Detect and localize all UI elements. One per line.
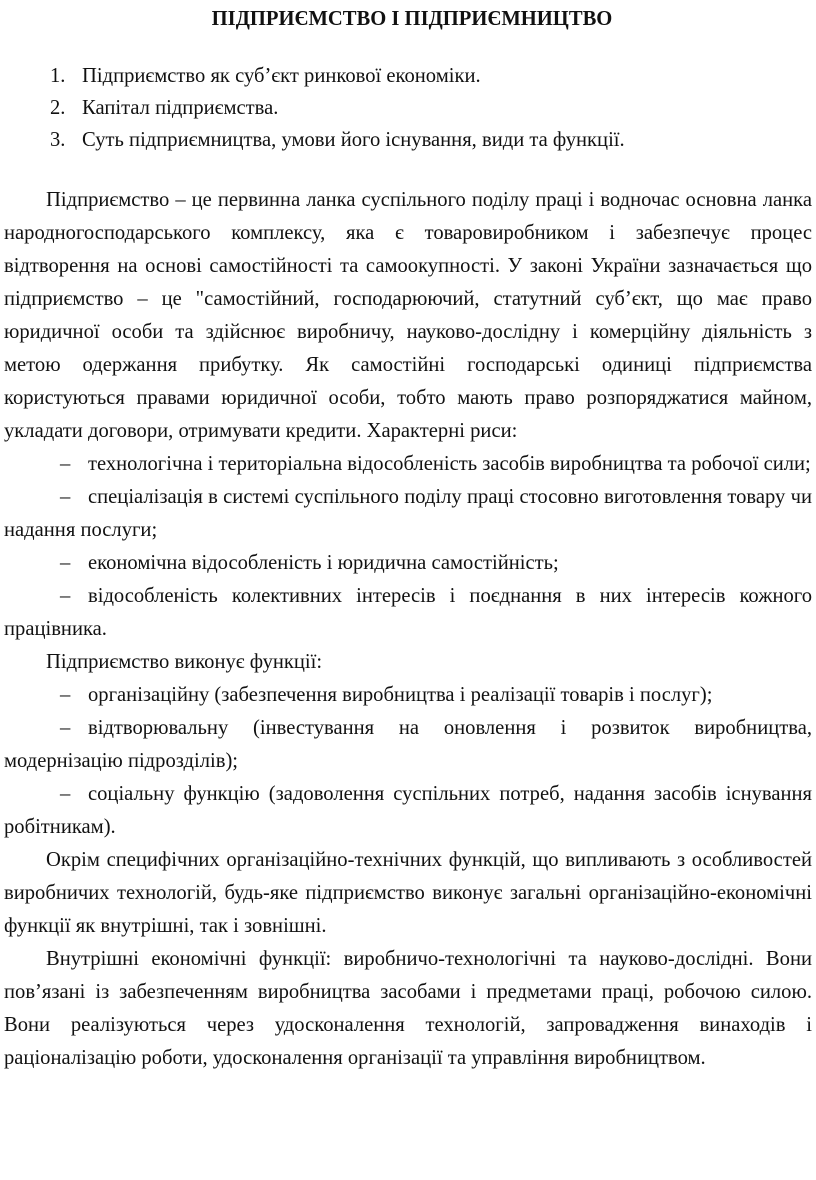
function-text: організаційну (забезпечення виробництва і реалізації товарів і послуг);	[88, 684, 713, 706]
dash-bullet: –	[60, 717, 71, 739]
feature-list-item	[4, 580, 812, 646]
feature-list-item	[4, 448, 812, 481]
dash-bullet: –	[60, 783, 71, 805]
paragraph-functions-intro: Підприємство виконує функції:	[46, 651, 323, 673]
table-of-contents	[4, 60, 812, 156]
feature-list-item	[4, 481, 812, 547]
paragraph-specific-functions: Окрім специфічних організаційно-технічних функцій, що випливають з особливостей виробничих технологій, будь-яке підприємство виконує загальні організаційно-економічні функції як внутрішні, так і зовнішні.	[4, 849, 812, 937]
feature-text: технологічна і територіальна відособленість засобів виробництва та робочої сили;	[88, 453, 811, 475]
toc-text: Підприємство як суб’єкт ринкової економіки.	[82, 65, 481, 87]
dash-bullet: –	[60, 486, 71, 508]
function-text: соціальну функцію (задоволення суспільних потреб, надання засобів існування робітникам).	[4, 783, 812, 838]
paragraph-internal-functions: Внутрішні економічні функції: виробничо-технологічні та науково-дослідні. Вони пов’язані із забезпеченням виробництва засобами і предметами праці, робочою силою. Вони реалізуються через удосконалення технологій, запровадження винаходів і раціоналізацію роботи, удосконалення організації та управління виробництвом.	[4, 948, 812, 1069]
function-list-item	[4, 778, 812, 844]
document-title: ПІДПРИЄМСТВО І ПІДПРИЄМНИЦТВО	[211, 8, 613, 30]
toc-number: 1.	[50, 65, 66, 87]
dash-bullet: –	[60, 684, 71, 706]
function-list-item	[4, 712, 812, 778]
dash-bullet: –	[60, 552, 71, 574]
function-list-item	[4, 679, 812, 712]
toc-text: Капітал підприємства.	[82, 97, 279, 119]
toc-item	[4, 92, 812, 124]
paragraph-intro: Підприємство – це первинна ланка суспільного поділу праці і водночас основна ланка народногосподарського комплексу, яка є товаровиробником і забезпечує процес відтворення на основі самостійності та самоокупності. У законі України зазначається що підприємство – це "самостійний, господарюючий, статутний суб’єкт, що має право юридичної особи та здійснює виробничу, науково-дослідну і комерційну діяльність з метою одержання прибутку. Як самостійні господарські одиниці підприємства користуються правами юридичної особи, тобто мають право розпоряджатися майном, укладати договори, отримувати кредити. Характерні риси:	[4, 189, 812, 442]
document-body	[4, 184, 812, 1075]
feature-text: відособленість колективних інтересів і поєднання в них інтересів кожного працівника.	[4, 585, 812, 640]
feature-list-item	[4, 547, 812, 580]
dash-bullet: –	[60, 585, 71, 607]
feature-text: економічна відособленість і юридична самостійність;	[88, 552, 559, 574]
function-text: відтворювальну (інвестування на оновлення і розвиток виробництва, модернізацію підрозділів);	[4, 717, 812, 772]
toc-number: 2.	[50, 97, 66, 119]
feature-text: спеціалізація в системі суспільного поділу праці стосовно виготовлення товару чи надання послуги;	[4, 486, 812, 541]
dash-bullet: –	[60, 453, 71, 475]
toc-item	[4, 124, 812, 156]
toc-item	[4, 60, 812, 92]
toc-text: Суть підприємництва, умови його існування, види та функції.	[82, 129, 625, 151]
toc-number: 3.	[50, 129, 66, 151]
